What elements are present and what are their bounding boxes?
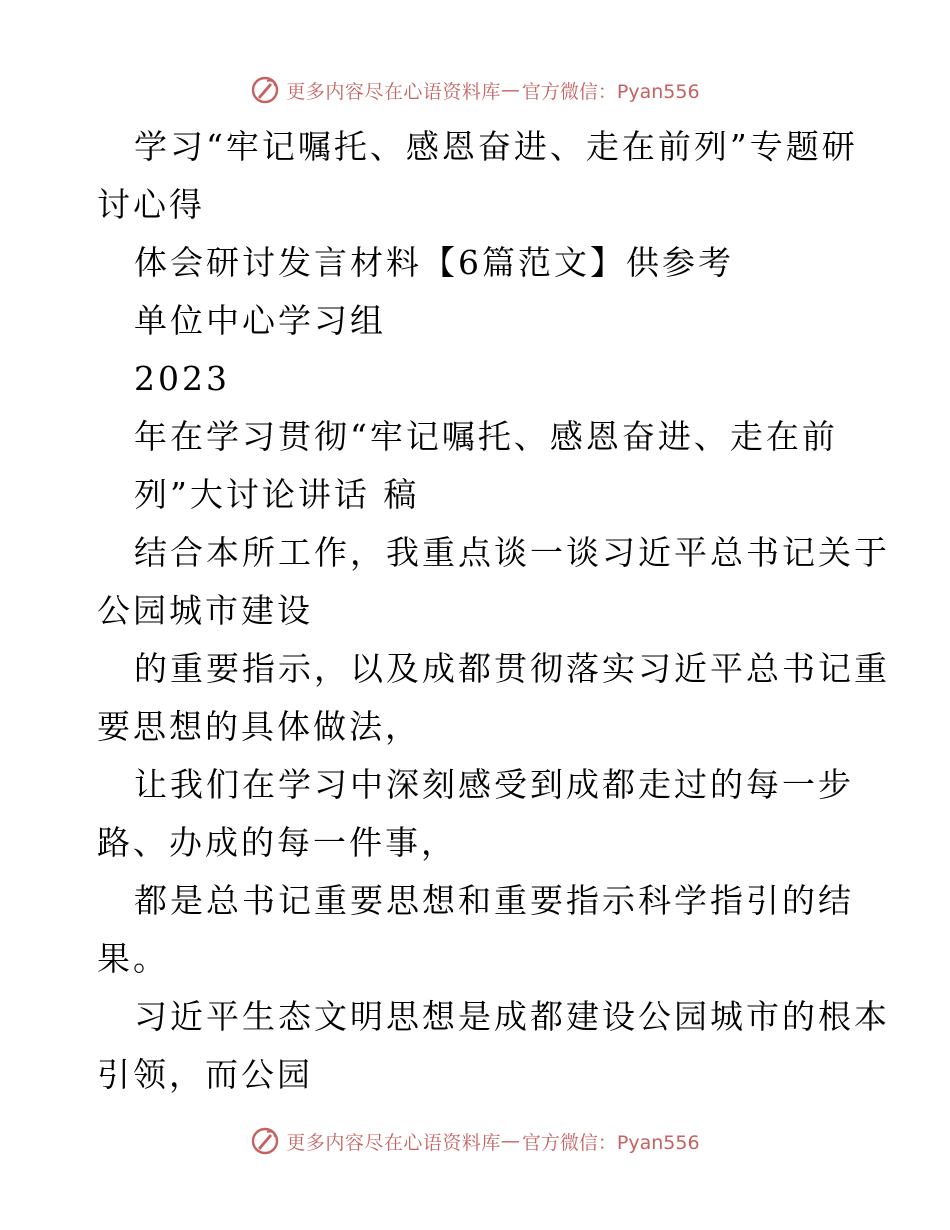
text-line: 习近平生态文明思想是成都建设公园城市的根本 [134, 997, 890, 1036]
document-body [97, 118, 890, 1104]
text-line: 引领，而公园 [97, 1055, 313, 1094]
text-line: 果。 [97, 939, 169, 978]
watermark-dash: — [500, 79, 520, 101]
watermark-contact-text: 官方微信：Pyan556 [521, 80, 700, 103]
text-line: 单位中心学习组 [134, 301, 386, 340]
watermark-dash: — [500, 1130, 520, 1152]
text-line: 体会研讨发言材料【6篇范文】供参考 [134, 243, 734, 282]
text-line: 的重要指示，以及成都贯彻落实习近平总书记重 [134, 649, 890, 688]
quill-logo-icon [250, 1126, 280, 1156]
text-line: 结合本所工作，我重点谈一谈习近平总书记关于 [134, 533, 890, 572]
watermark-contact-text: 官方微信：Pyan556 [521, 1131, 700, 1154]
text-line: 讨心得 [97, 185, 205, 224]
text-line: 要思想的具体做法， [97, 707, 421, 746]
watermark-footer [0, 1121, 950, 1161]
text-line: 学习“牢记嘱托、感恩奋进、走在前列”专题研 [134, 127, 858, 166]
quill-logo-icon [250, 75, 280, 105]
text-line: 2023 [134, 359, 230, 398]
text-line: 公园城市建设 [97, 591, 313, 630]
text-line: 都是总书记重要思想和重要指示科学指引的结 [134, 881, 854, 920]
text-line: 路、办成的每一件事， [97, 823, 457, 862]
watermark-promo-text: 更多内容尽在心语资料库 [286, 1131, 501, 1154]
text-line: 让我们在学习中深刻感受到成都走过的每一步 [134, 765, 854, 804]
watermark-promo-text: 更多内容尽在心语资料库 [286, 80, 501, 103]
watermark-header [0, 70, 950, 110]
text-line: 列”大讨论讲话 稿 [134, 475, 420, 514]
text-line: 年在学习贯彻“牢记嘱托、感恩奋进、走在前 [134, 417, 838, 456]
